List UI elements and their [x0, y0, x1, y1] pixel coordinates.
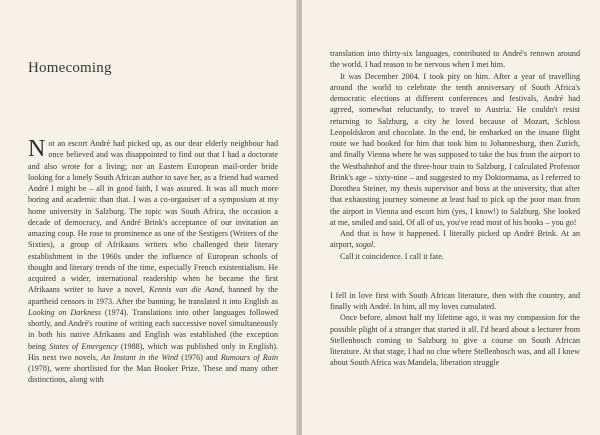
right-page	[302, 0, 600, 435]
drop-cap: N	[28, 136, 46, 162]
emphasis: sogal	[355, 240, 374, 250]
left-page	[0, 0, 298, 435]
book-title: Looking on Darkness	[28, 307, 102, 317]
paragraph: Once before, almost half my lifetime ago, it was my compassion for the possible plight of a stranger that started it all. I'd heard about a lecturer from Stellenbosch coming to Salzburg to give a course on South African literature. At that stage, I had no clue where Stellenbosch was, and all I knew about South Africa was Mandela, liberation struggle	[330, 313, 580, 368]
right-text-column	[330, 48, 580, 369]
book-title: Rumours of Rain	[220, 352, 278, 362]
book-title: An Instant in the Wind	[101, 352, 179, 362]
text-run: (1988), which was published only in English). His next two novels,	[28, 341, 279, 362]
text-run: (1978), were shortlisted for the Man Booker Prize. These and many other distinctions, along with	[28, 364, 278, 385]
paragraph	[330, 228, 580, 251]
paragraph	[28, 138, 278, 386]
paragraph: translation into thirty-six languages, contributed to André's renown around the world. I had reason to be nervous when I met him.	[330, 49, 580, 70]
chapter-title: Homecoming	[28, 60, 112, 76]
text-run: ot an escort André had picked up, as our dear elderly neighbour had once believed and was disappointed to find out that I had a doctorate and also wrote for a living; nor an Eastern European mail-order bride looking for a lonely South African author to save her, as a friend had warned André I might be – all in good faith, I was assured. It was all much more boring and academic than that. I was a co-organiser of a symposium at my home university in Salzburg. The topic was South Africa, the occasion a decade of democracy, and André Brink's acceptance of our invitation an amazing coup. He rose to prominence as one of the Sestigers (Writers of the Sixties), a group of Afrikaans writers who challenged their literary establishment in the 1960s under the influence of European schools of thought and literary trends of the time, especially French existentialism. He acquired a wider, international readership when he became the first Afrikaans writer to have a novel,	[28, 139, 278, 295]
text-run: , banned by the apartheid censors in 1973. After the banning, he translated it into English as	[28, 285, 278, 306]
left-text-column	[28, 138, 278, 386]
text-run: (1974). Translations into other languages followed shortly, and André's routine of writing each successive novel simultaneously in both his native Afrikaans and English was established (the exception being	[28, 307, 278, 351]
paragraph: I fell in love first with South African literature, then with the country, and finally with André. In him, all my loves cumulated.	[330, 290, 580, 311]
paragraph: It was December 2004. I took pity on him. After a year of travelling around the world to celebrate the tenth anniversary of South Africa's democratic elections at different conferences and festivals, André had agreed, somewhat reluctantly, to travel to Austria. He couldn't resist returning to Salzburg, a city he loved because of Mozart, Schloss Leopoldskron and chocolate. In the end, he embarked on the insane flight route we had booked for him that took him to Johannesburg, then Zurich, and finally Vienna where he was supposed to take the bus from the airport to the Westbahnhof and the three-hour train to Salzburg. I calculated Professor Brink's age – sixty-nine – and suggested to my Doktormama, as I referred to Dorothea Steiner, my thesis supervisor and boss at the university, that after that exhausting journey someone at least had to pick up the poor man from the airport in Vienna and escort him (yes, I know!) to Salzburg. She looked at me, smiled and said, Of all of us, you've read most of his books – you go!	[330, 71, 580, 227]
text-run: And that is how it happened. I literally picked up André Brink. At an airport,	[330, 229, 580, 250]
text-run: (1976) and	[178, 352, 221, 362]
book-title: States of Emergency	[49, 341, 118, 351]
text-run: .	[373, 240, 376, 250]
book-title: Kennis van die Aand	[149, 285, 223, 295]
paragraph: Call it coincidence. I call it fate.	[340, 251, 444, 261]
